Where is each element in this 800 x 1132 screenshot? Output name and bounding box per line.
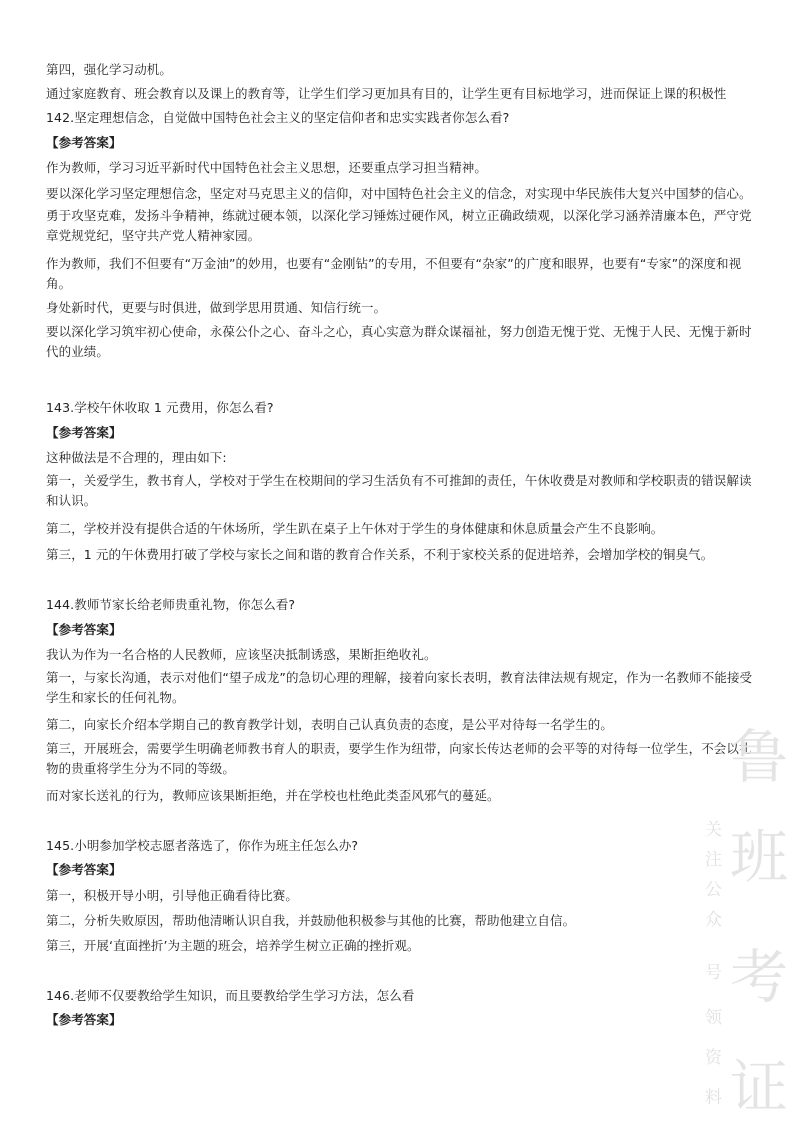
question-title: 144.教师节家长给老师贵重礼物，你怎么看?: [46, 597, 296, 612]
answer-label: 【参考答案】: [46, 425, 122, 440]
answer-label: 【参考答案】: [46, 135, 122, 150]
paragraph-line: 第二，分析失败原因，帮助他清晰认识自我，并鼓励他积极参与其他的比赛，帮助他建立自信。: [46, 913, 576, 928]
watermark-char: 注: [705, 850, 722, 870]
paragraph-line: 要以深化学习筑牢初心使命，永葆公仆之心、奋斗之心，真心实意为群众谋福祉，努力创造无愧于党、无愧于人民、无愧于新时代的业绩。: [46, 324, 752, 359]
answer-label: 【参考答案】: [46, 1012, 122, 1027]
paragraph-line: 这种做法是不合理的，理由如下:: [46, 450, 227, 465]
paragraph-line: 第二，学校并没有提供合适的午休场所，学生趴在桌子上午休对于学生的身体健康和休息质量会产生不良影响。: [46, 521, 664, 536]
paragraph-line: 第一，与家长沟通，表示对他们“望子成龙”的急切心理的理解，接着向家长表明，教育法律法规有规定，作为一名教师不能接受学生和家长的任何礼物。: [46, 670, 753, 705]
watermark-char: 众: [705, 910, 722, 930]
paragraph-line: 我认为作为一名合格的人民教师，应该坚决抵制诱惑，果断拒绝收礼。: [46, 647, 437, 662]
paragraph-line: 通过家庭教育、班会教育以及课上的教育等，让学生们学习更加具有目的，让学生更有目标地学习，进而保证上课的积极性: [46, 86, 727, 101]
answer-label: 【参考答案】: [46, 862, 122, 877]
paragraph-line: 身处新时代，更要与时俱进，做到学思用贯通、知信行统一。: [46, 300, 387, 315]
question-title: 143.学校午休收取 1 元费用，你怎么看?: [46, 400, 274, 415]
answer-label: 【参考答案】: [46, 622, 122, 637]
watermark-char: 料: [705, 1088, 722, 1108]
watermark-char: 领: [705, 1008, 722, 1028]
question-title: 142.坚定理想信念，自觉做中国特色社会主义的坚定信仰者和忠实实践者你怎么看?: [46, 110, 510, 125]
watermark-char: 资: [705, 1048, 722, 1068]
paragraph-line: 第三，开展班会，需要学生明确老师教书育人的职责，要学生作为纽带，向家长传达老师的会平等的对待每一位学生，不会以礼物的贵重将学生分为不同的等级。: [46, 741, 752, 776]
paragraph-line: 第一，关爱学生，教书育人，学校对于学生在校期间的学习生活负有不可推卸的责任，午休收费是对教师和学校职责的错误解读和认识。: [46, 473, 752, 508]
paragraph-line: 第三，开展‘直面挫折’为主题的班会，培养学生树立正确的挫折观。: [46, 938, 420, 953]
watermark-char: 号: [705, 963, 722, 983]
paragraph-line: 要以深化学习坚定理想信念，坚定对马克思主义的信仰，对中国特色社会主义的信念，对实现中华民族伟大复兴中国梦的信心。: [46, 186, 752, 201]
paragraph-line: 第三，1 元的午休费用打破了学校与家长之间和谐的教育合作关系，不利于家校关系的促进培养，会增加学校的铜臭气。: [46, 547, 714, 562]
watermark-char: 证: [730, 1053, 789, 1121]
paragraph-line: 作为教师，学习习近平新时代中国特色社会主义思想，还要重点学习担当精神。: [46, 160, 488, 175]
paragraph-line: 而对家长送礼的行为，教师应该果断拒绝，并在学校也杜绝此类歪风邪气的蔓延。: [46, 788, 500, 803]
paragraph-line: 第四，强化学习动机。: [46, 62, 173, 77]
paragraph-line: 第二，向家长介绍本学期自己的教育教学计划，表明自己认真负责的态度，是公平对待每一名学生的。: [46, 717, 614, 732]
question-title: 146.老师不仅要教给学生知识，而且要教给学生学习方法，怎么看: [46, 988, 415, 1003]
watermark-char: 班: [730, 823, 789, 891]
question-title: 145.小明参加学校志愿者落选了，你作为班主任怎么办?: [46, 838, 359, 853]
paragraph-line: 第一，积极开导小明，引导他正确看待比赛。: [46, 888, 299, 903]
paragraph-line: 作为教师，我们不但要有“万金油”的妙用，也要有“金刚钻”的专用，不但要有“杂家”的广度和眼界，也要有“专家”的深度和视角。: [46, 256, 742, 291]
watermark-char: 鲁: [730, 723, 789, 791]
paragraph-line: 勇于攻坚克难，发扬斗争精神，练就过硬本领，以深化学习锤炼过硬作风，树立正确政绩观，以深化学习涵养清廉本色，严守党章党规党纪，坚守共产党人精神家园。: [46, 208, 752, 243]
watermark-char: 考: [730, 943, 789, 1011]
watermark-char: 关: [705, 820, 722, 840]
watermark-char: 公: [705, 880, 722, 900]
